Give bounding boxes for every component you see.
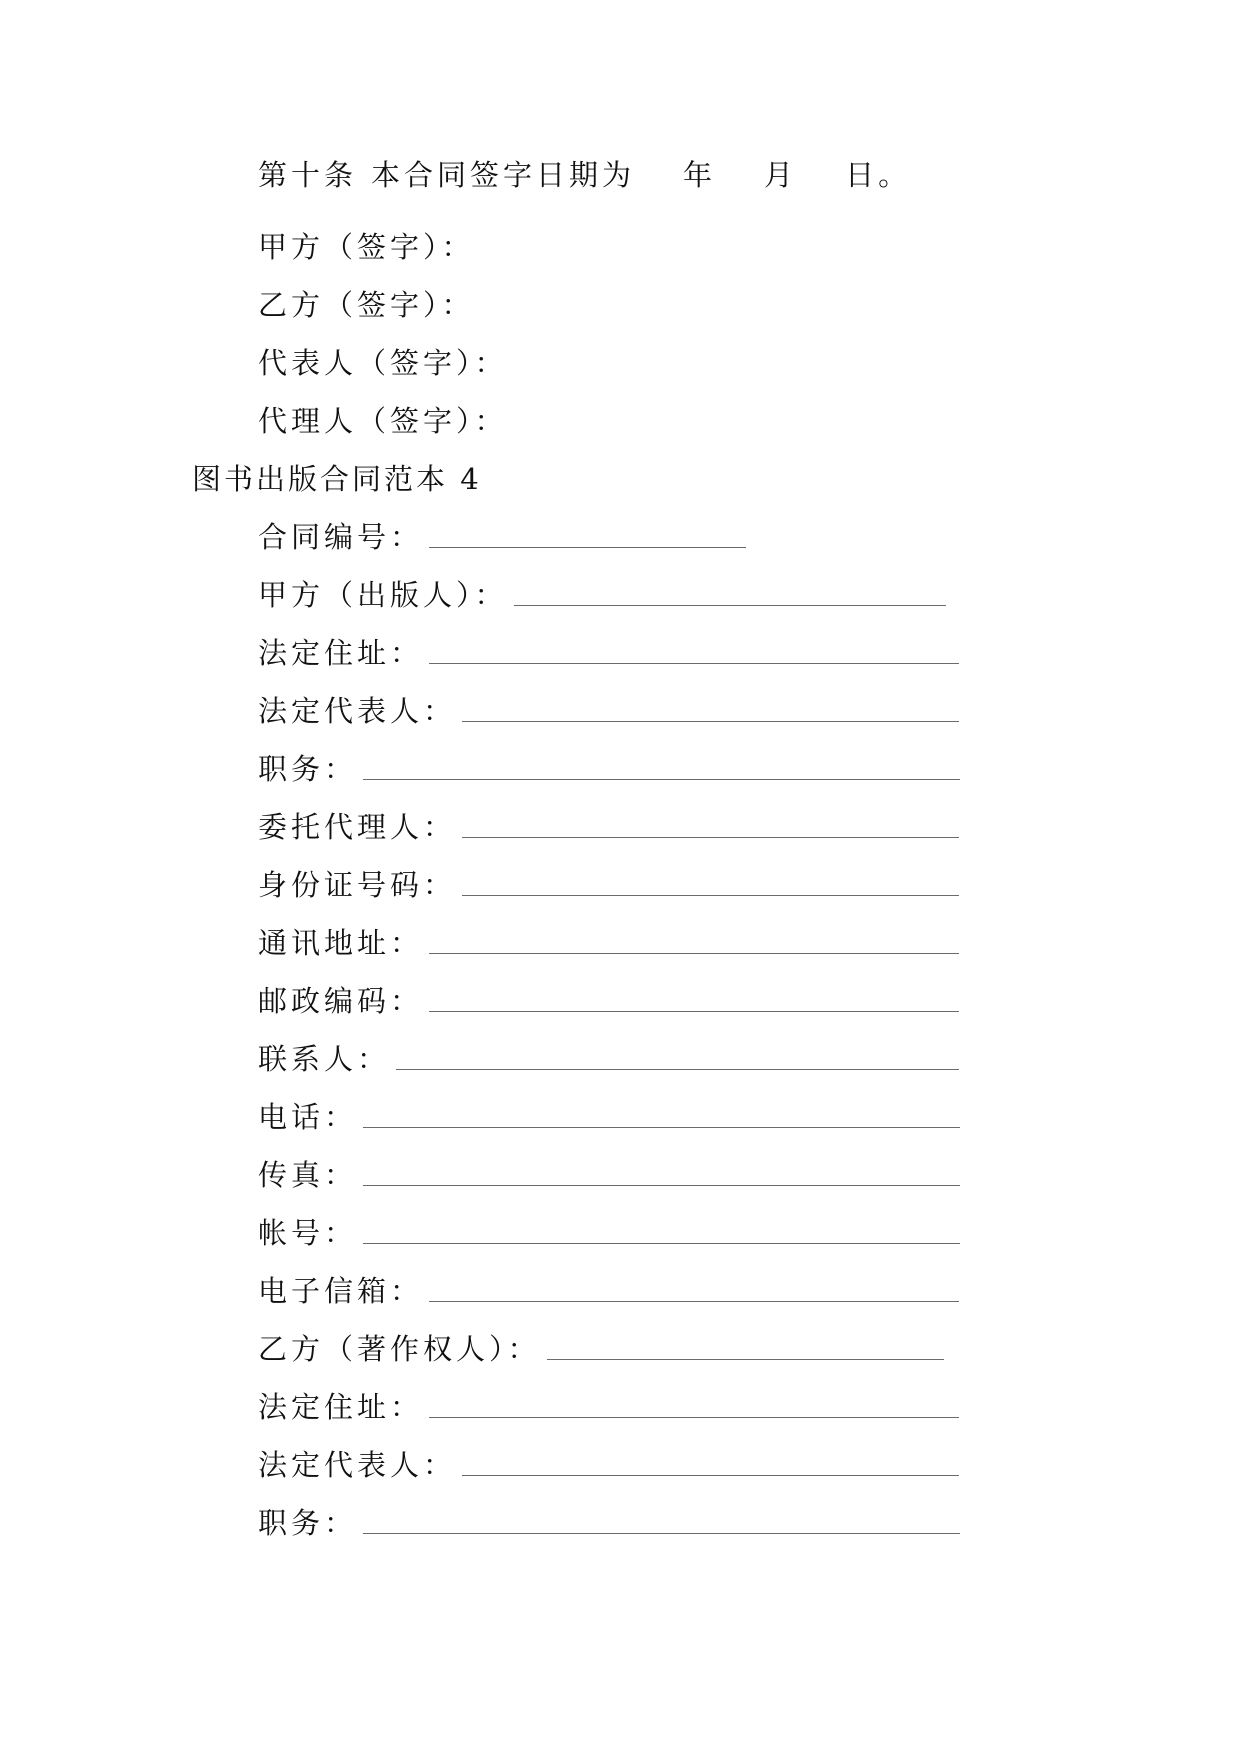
party-a-signature-line xyxy=(258,218,475,262)
party-a-signature-label: 甲方（签字）： xyxy=(258,230,475,264)
field-legal-address xyxy=(258,624,959,668)
month-label: 月 xyxy=(764,158,798,192)
blank-underline xyxy=(429,546,746,548)
field-contact-person xyxy=(258,1030,959,1074)
year-label: 年 xyxy=(683,158,717,192)
blank-underline xyxy=(462,1474,959,1476)
field-account-number xyxy=(258,1204,960,1248)
party-b-signature-label: 乙方（签字）： xyxy=(258,288,475,322)
field-label: 法定住址： xyxy=(258,636,424,670)
blank-underline xyxy=(429,1300,959,1302)
field-label: 传真： xyxy=(258,1158,358,1192)
field-entrusted-agent xyxy=(258,798,959,842)
blank-underline xyxy=(462,720,959,722)
field-label: 职务： xyxy=(258,752,358,786)
agent-signature-label: 代理人（签字）： xyxy=(258,404,508,438)
field-phone xyxy=(258,1088,960,1132)
blank-underline xyxy=(363,1242,960,1244)
blank-underline xyxy=(429,952,959,954)
blank-underline xyxy=(429,1416,959,1418)
field-label: 帐号： xyxy=(258,1216,358,1250)
agent-signature-line xyxy=(258,392,508,436)
blank-underline xyxy=(514,604,946,606)
article-number: 第十条 xyxy=(258,158,358,192)
party-b-signature-line xyxy=(258,276,475,320)
field-label: 法定住址： xyxy=(258,1390,424,1424)
field-party-a-publisher xyxy=(258,566,946,610)
blank-underline xyxy=(363,1126,960,1128)
section-title xyxy=(192,450,482,494)
field-contract-number xyxy=(258,508,746,552)
blank-underline xyxy=(429,1010,959,1012)
field-label: 乙方（著作权人）： xyxy=(258,1332,541,1366)
blank-underline xyxy=(429,662,959,664)
field-label: 合同编号： xyxy=(258,520,424,554)
blank-underline xyxy=(363,1532,960,1534)
field-label: 电子信箱： xyxy=(258,1274,424,1308)
representative-signature-line xyxy=(258,334,508,378)
blank-underline xyxy=(396,1068,959,1070)
day-label: 日。 xyxy=(845,158,912,192)
field-label: 甲方（出版人）： xyxy=(258,578,508,612)
field-label: 通讯地址： xyxy=(258,926,424,960)
representative-signature-label: 代表人（签字）： xyxy=(258,346,508,380)
field-label: 委托代理人： xyxy=(258,810,457,844)
section-title-text: 图书出版合同范本 4 xyxy=(192,462,482,496)
field-legal-address-b xyxy=(258,1378,959,1422)
blank-underline xyxy=(462,894,959,896)
field-label: 邮政编码： xyxy=(258,984,424,1018)
field-label: 职务： xyxy=(258,1506,358,1540)
blank-underline xyxy=(547,1358,944,1360)
field-label: 法定代表人： xyxy=(258,1448,457,1482)
field-mailing-address xyxy=(258,914,959,958)
field-label: 联系人： xyxy=(258,1042,391,1076)
field-position-b xyxy=(258,1494,960,1538)
field-label: 电话： xyxy=(258,1100,358,1134)
field-label: 法定代表人： xyxy=(258,694,457,728)
field-id-number xyxy=(258,856,959,900)
field-legal-representative xyxy=(258,682,959,726)
field-fax xyxy=(258,1146,960,1190)
field-postal-code xyxy=(258,972,959,1016)
field-legal-representative-b xyxy=(258,1436,959,1480)
signing-date-line xyxy=(258,146,911,190)
blank-underline xyxy=(363,1184,960,1186)
blank-underline xyxy=(462,836,959,838)
field-position xyxy=(258,740,960,784)
blank-underline xyxy=(363,778,960,780)
field-email xyxy=(258,1262,959,1306)
signing-date-text: 本合同签字日期为 xyxy=(371,158,636,192)
field-label: 身份证号码： xyxy=(258,868,457,902)
field-party-b-copyright-owner xyxy=(258,1320,944,1364)
